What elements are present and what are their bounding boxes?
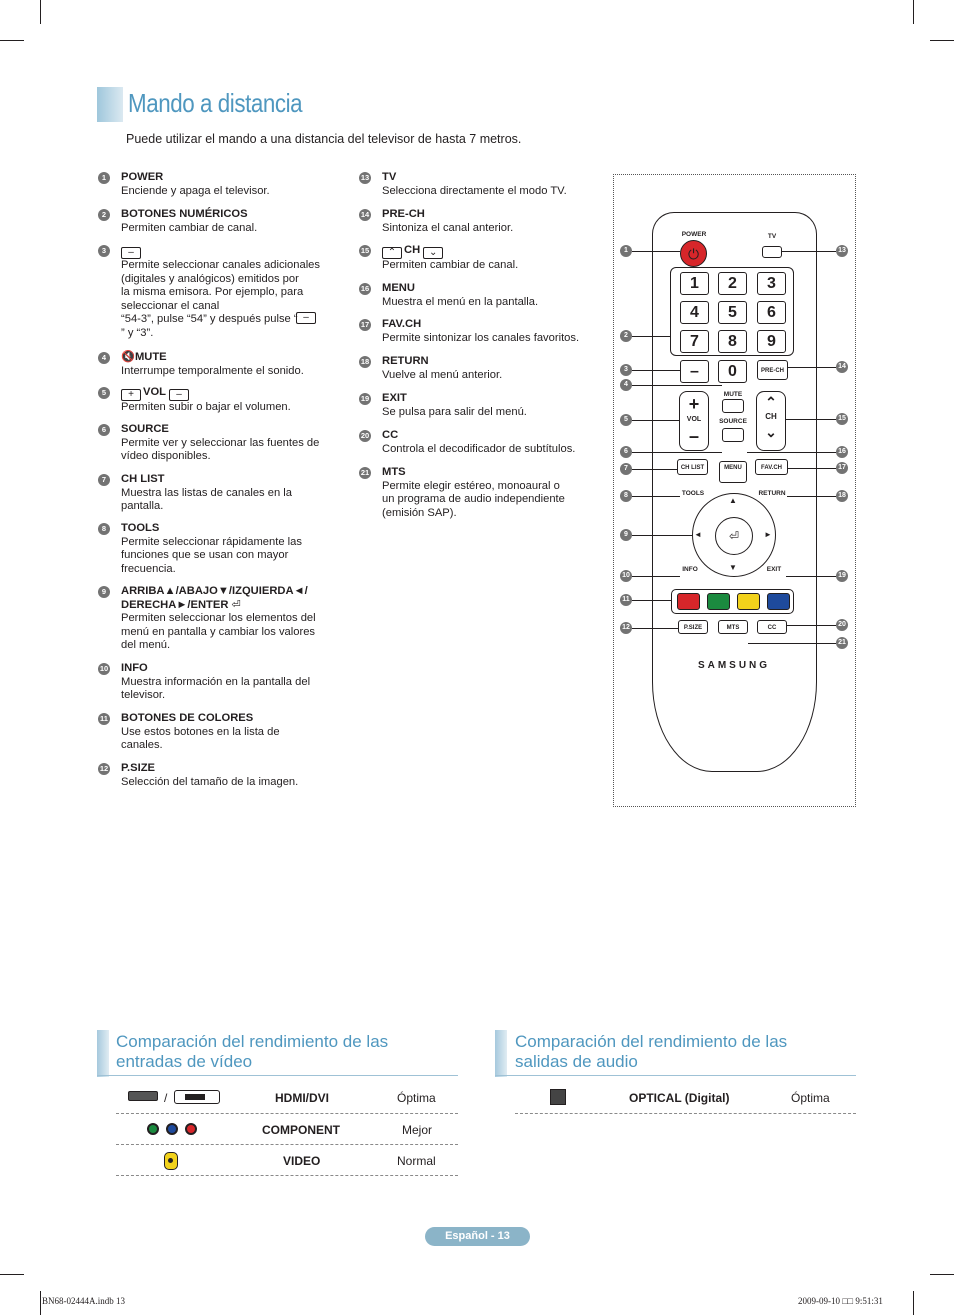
power-button[interactable] — [680, 240, 707, 267]
item-label: TV — [382, 171, 397, 183]
return-label: RETURN — [758, 490, 786, 497]
callout-number: 2 — [620, 330, 632, 342]
item-description: Permite seleccionar rápidamente las — [121, 535, 302, 548]
item-description: Permiten cambiar de canal. — [121, 221, 258, 234]
item-number: 8 — [98, 523, 110, 535]
callout-line — [632, 576, 680, 577]
component-jack-icon — [166, 1123, 178, 1135]
color-button[interactable] — [707, 593, 730, 610]
table-row — [515, 1083, 856, 1114]
callout-line — [782, 251, 836, 252]
cc-button[interactable]: CC — [757, 620, 787, 634]
item-number: 6 — [98, 424, 110, 436]
crop-mark — [930, 40, 954, 41]
brand-logo: SAMSUNG — [697, 660, 771, 671]
item-number: 9 — [98, 586, 110, 598]
item-number: 14 — [360, 210, 370, 219]
file-slug: BN68-02444A.indb 13 — [42, 1296, 125, 1306]
item-label-line — [121, 599, 316, 613]
item-number: 10 — [99, 664, 109, 673]
crop-mark — [40, 0, 41, 24]
video-section-title-line: Comparación del rendimiento de las — [116, 1032, 389, 1051]
digit-button[interactable]: 9 — [757, 330, 786, 353]
item-label: CC — [382, 429, 399, 441]
audio-section-rule — [495, 1075, 856, 1076]
item-description: funciones que se usan con mayor — [121, 549, 289, 562]
crop-mark — [930, 1274, 954, 1275]
callout-number: 12 — [620, 622, 632, 634]
callout-line — [632, 336, 670, 337]
item-number: 19 — [360, 394, 370, 403]
item-label-line — [382, 244, 518, 259]
row-name: HDMI/DVI — [275, 1091, 329, 1105]
title-accent-bar — [97, 87, 123, 122]
mute-icon: 🔇 — [121, 351, 135, 363]
callout-number: 3 — [620, 364, 632, 376]
digit-button[interactable]: 3 — [757, 272, 786, 295]
item-label: INFO — [121, 662, 148, 674]
digit-button[interactable]: 7 — [680, 330, 709, 353]
item-label: DERECHA►/ENTER — [121, 598, 229, 611]
chlist-button[interactable]: CH LIST — [677, 459, 708, 475]
callout-number: 7 — [620, 463, 632, 475]
ch-down-icon: ⌄ — [423, 247, 443, 259]
callout-line — [747, 452, 836, 453]
item-description: canales. — [121, 739, 163, 752]
row-slash: / — [164, 1091, 168, 1105]
item-number: 20 — [360, 431, 370, 440]
item-description: Interrumpe temporalmente el sonido. — [121, 364, 304, 377]
item-description: Permiten seleccionar los elementos del — [121, 612, 316, 625]
info-label: INFO — [682, 566, 698, 573]
item-body — [382, 171, 567, 198]
enter-button[interactable]: ⏎ — [715, 517, 753, 555]
item-description: (digitales y analógicos) emitidos por — [121, 272, 299, 285]
color-button[interactable] — [767, 593, 790, 610]
item-description: Permite seleccionar canales adicionales — [121, 259, 320, 271]
digit-button[interactable]: 8 — [718, 330, 747, 353]
crop-mark — [913, 0, 914, 24]
callout-number: 9 — [620, 529, 632, 541]
item-label-line — [121, 762, 298, 776]
vol-down-icon: – — [169, 389, 189, 401]
callout-line — [748, 643, 836, 644]
digit-button[interactable]: 4 — [680, 301, 709, 324]
item-label: SOURCE — [121, 423, 169, 435]
item-description: Enciende y apaga el televisor. — [121, 184, 270, 197]
prech-button[interactable]: PRE-CH — [757, 360, 788, 380]
item-description: un programa de audio independiente — [382, 493, 565, 506]
item-number: 4 — [98, 352, 110, 364]
item-body — [382, 244, 518, 273]
callout-number: 4 — [620, 379, 632, 391]
source-button[interactable] — [722, 428, 744, 442]
source-label: SOURCE — [719, 418, 747, 425]
power-icon: ⏻ — [687, 246, 700, 262]
dash-key-icon: – — [121, 247, 141, 259]
item-number: 13 — [360, 173, 370, 182]
psize-button[interactable]: P.SIZE — [678, 620, 708, 634]
item-description: Permiten subir o bajar el volumen. — [121, 401, 291, 413]
channel-rocker[interactable] — [756, 391, 786, 451]
callout-number: 20 — [836, 619, 848, 631]
row-value: Mejor — [402, 1123, 433, 1137]
vol-label: VOL — [686, 416, 702, 423]
arrow-icon[interactable]: ◄ — [694, 530, 702, 539]
plus-icon: + — [688, 394, 700, 414]
video-section-bar — [97, 1030, 109, 1077]
table-row — [116, 1114, 458, 1145]
item-label: ARRIBA▲/ABAJO▼/IZQUIERDA◄/ — [121, 585, 308, 597]
ch-label: CH — [765, 412, 777, 421]
item-label-line — [382, 355, 502, 369]
audio-section-bar — [495, 1030, 507, 1077]
digit-button[interactable]: 6 — [757, 301, 786, 324]
audio-section-title-line: salidas de audio — [515, 1052, 638, 1071]
item-label: BOTONES NUMÉRICOS — [121, 208, 248, 220]
item-label-line — [121, 522, 302, 536]
item-description: Muestra el menú en la pantalla. — [382, 295, 539, 308]
callout-number: 17 — [836, 462, 848, 474]
crop-mark — [0, 40, 24, 41]
item-number: 1 — [98, 172, 110, 184]
item-body — [382, 429, 575, 456]
row-value: Óptima — [397, 1091, 436, 1105]
crop-mark — [0, 1274, 24, 1275]
menu-button[interactable]: MENU — [719, 461, 747, 483]
item-label: MUTE — [134, 351, 167, 363]
date-slug: 2009-09-10 □□ 9:51:31 — [798, 1296, 883, 1306]
video-section-rule — [97, 1075, 458, 1076]
item-description: televisor. — [121, 689, 166, 702]
callout-number: 13 — [836, 245, 848, 257]
item-number: 5 — [98, 387, 110, 399]
item-label-line — [121, 244, 320, 259]
item-body — [382, 392, 527, 419]
row-name: COMPONENT — [262, 1123, 340, 1137]
item-number: 17 — [360, 320, 370, 329]
intro-text: Puede utilizar el mando a una distancia del televisor de hasta 7 metros. — [126, 132, 522, 146]
callout-line — [632, 600, 671, 601]
callout-line — [632, 628, 678, 629]
item-body — [382, 282, 538, 309]
power-label: POWER — [681, 231, 707, 238]
item-description: menú en pantalla y cambiar los valores — [121, 625, 316, 638]
optical-port-icon — [550, 1089, 566, 1105]
video-jack-icon — [164, 1152, 178, 1170]
item-description: del menú. — [121, 639, 171, 652]
callout-number: 11 — [620, 594, 632, 606]
item-description: pantalla. — [121, 500, 164, 513]
callout-line — [787, 496, 836, 497]
tv-label: TV — [767, 233, 777, 240]
dvi-port-icon — [174, 1090, 220, 1104]
item-description: Sintoniza el canal anterior. — [382, 221, 514, 234]
item-body — [121, 712, 280, 753]
item-label: TOOLS — [121, 522, 160, 534]
item-description: Permite ver y seleccionar las fuentes de — [121, 436, 320, 449]
callout-number: 6 — [620, 446, 632, 458]
table-row — [116, 1083, 458, 1114]
callout-line — [632, 370, 680, 371]
item-number: 21 — [360, 468, 370, 477]
item-body — [382, 355, 502, 382]
item-body — [121, 171, 270, 198]
video-section-title-line: entradas de vídeo — [116, 1052, 253, 1071]
item-description: frecuencia. — [121, 562, 176, 575]
page-title: Mando a distancia — [128, 88, 303, 118]
item-description: (emisión SAP). — [382, 506, 457, 519]
item-description: Muestra las listas de canales en la — [121, 486, 293, 499]
callout-line — [788, 367, 836, 368]
item-body — [121, 662, 310, 703]
callout-number: 21 — [836, 637, 848, 649]
item-label: CH — [404, 244, 421, 256]
digit-button[interactable]: 1 — [680, 272, 709, 295]
item-body — [121, 473, 292, 514]
callout-line — [786, 419, 836, 420]
item-label: MTS — [382, 466, 406, 478]
callout-number: 15 — [836, 413, 848, 425]
arrow-icon[interactable]: ▼ — [729, 563, 737, 572]
audio-section-title — [515, 1032, 855, 1072]
row-name: OPTICAL (Digital) — [629, 1091, 730, 1105]
item-label: RETURN — [382, 355, 429, 367]
item-label-line — [121, 473, 292, 487]
item-description: Selección del tamaño de la imagen. — [121, 775, 299, 788]
item-label: MENU — [382, 282, 415, 294]
callout-line — [786, 576, 836, 577]
digit-button[interactable]: 5 — [718, 301, 747, 324]
callout-line — [632, 535, 692, 536]
callout-number: 14 — [836, 361, 848, 373]
item-label: CH LIST — [121, 473, 165, 485]
item-label-line — [382, 318, 579, 332]
callout-line — [788, 468, 836, 469]
tv-button[interactable] — [762, 246, 782, 258]
item-number: 7 — [98, 474, 110, 486]
item-number: 11 — [98, 713, 110, 725]
callout-number: 16 — [836, 446, 848, 458]
item-label-line — [382, 282, 538, 296]
item-description: Muestra información en la pantalla del — [121, 675, 311, 688]
callout-number: 1 — [620, 245, 632, 257]
vol-up-icon: + — [121, 389, 141, 401]
crop-mark — [913, 1291, 914, 1315]
item-label-line — [121, 351, 304, 365]
item-body — [121, 423, 319, 464]
item-number: 15 — [360, 246, 370, 255]
item-body — [121, 522, 302, 576]
row-value: Óptima — [791, 1091, 830, 1105]
item-body — [121, 585, 316, 653]
callout-line — [632, 469, 677, 470]
item-label-line — [121, 171, 270, 185]
arrow-icon[interactable]: ▲ — [729, 496, 737, 505]
item-description: Selecciona directamente el modo TV. — [382, 184, 567, 197]
item-description: Use estos botones en la lista de — [121, 725, 280, 738]
item-label: PRE-CH — [382, 208, 425, 220]
item-label-line — [382, 171, 567, 185]
mute-label: MUTE — [723, 391, 743, 398]
callout-number: 10 — [620, 570, 632, 582]
digit-button[interactable]: 0 — [718, 360, 747, 383]
item-label: VOL — [143, 386, 166, 398]
callout-line — [632, 385, 722, 386]
item-label-line — [121, 712, 280, 726]
video-section-title — [116, 1032, 456, 1072]
item-body — [121, 244, 320, 341]
item-body — [121, 762, 298, 789]
arrow-icon[interactable]: ► — [764, 530, 772, 539]
item-body — [121, 386, 291, 415]
chevron-down-icon: ⌄ — [765, 424, 777, 440]
dash-key-icon: – — [296, 312, 316, 324]
item-description: Controla el decodificador de subtítulos. — [382, 442, 576, 455]
callout-number: 18 — [836, 490, 848, 502]
item-label-line — [382, 466, 565, 480]
callout-line — [632, 496, 680, 497]
item-label-line — [121, 423, 319, 437]
audio-section-title-line: Comparación del rendimiento de las — [515, 1032, 788, 1051]
item-number: 2 — [98, 209, 110, 221]
item-label: EXIT — [382, 392, 407, 404]
mts-button[interactable]: MTS — [718, 620, 748, 634]
color-button[interactable] — [677, 593, 700, 610]
item-label-line — [121, 585, 316, 599]
item-description: Permite elegir estéreo, monoaural o — [382, 479, 560, 492]
item-description: Permiten cambiar de canal. — [382, 259, 519, 271]
item-label-line — [382, 429, 575, 443]
item-label: FAV.CH — [382, 318, 422, 330]
item-label: POWER — [121, 171, 164, 183]
chevron-up-icon: ⌃ — [765, 394, 777, 410]
item-description: vídeo disponibles. — [121, 450, 211, 463]
item-label-line — [121, 386, 291, 401]
item-label-line — [382, 208, 513, 222]
item-body — [382, 318, 579, 345]
item-description: seleccionar el canal — [121, 299, 220, 312]
minus-icon: – — [688, 426, 699, 446]
component-jack-icon — [147, 1123, 159, 1135]
item-body — [121, 351, 304, 378]
volume-rocker[interactable] — [679, 391, 709, 451]
page-number: Español - 13 — [425, 1227, 530, 1246]
item-number: 12 — [99, 764, 109, 773]
item-number: 18 — [360, 357, 370, 366]
item-label: P.SIZE — [121, 762, 155, 774]
hdmi-port-icon — [128, 1091, 158, 1101]
tools-label: TOOLS — [681, 490, 705, 497]
item-description: la misma emisora. Por ejemplo, para — [121, 286, 304, 299]
exit-label: EXIT — [766, 566, 782, 573]
item-label-line — [121, 208, 257, 222]
callout-line — [787, 625, 836, 626]
callout-number: 19 — [836, 570, 848, 582]
dash-button[interactable]: – — [680, 360, 709, 383]
callout-line — [632, 452, 722, 453]
item-body — [121, 208, 257, 235]
item-number: 16 — [360, 284, 370, 293]
item-description: “54-3”, pulse “54” y después pulse “ — [121, 313, 298, 326]
component-jack-icon — [185, 1123, 197, 1135]
crop-mark — [40, 1291, 41, 1315]
item-label: BOTONES DE COLORES — [121, 712, 254, 724]
callout-number: 5 — [620, 414, 632, 426]
row-value: Normal — [397, 1154, 436, 1168]
item-label-line — [382, 392, 527, 406]
enter-icon: ⏎ — [228, 598, 241, 611]
table-row — [116, 1145, 458, 1176]
item-body — [382, 466, 565, 520]
callout-line — [632, 251, 680, 252]
item-body — [382, 208, 513, 235]
row-name: VIDEO — [283, 1154, 321, 1168]
digit-button[interactable]: 2 — [718, 272, 747, 295]
item-description: Vuelve al menú anterior. — [382, 368, 503, 381]
callout-number: 8 — [620, 490, 632, 502]
item-description: Permite sintonizar los canales favoritos. — [382, 331, 580, 344]
ch-up-icon: ⌃ — [382, 247, 402, 259]
color-button[interactable] — [737, 593, 760, 610]
callout-line — [632, 420, 679, 421]
item-description: ” y “3”. — [121, 326, 154, 339]
item-label-line — [121, 662, 310, 676]
favch-button[interactable]: FAV.CH — [755, 459, 788, 475]
item-number: 3 — [98, 245, 110, 257]
mute-button[interactable] — [722, 399, 744, 413]
item-description: Se pulsa para salir del menú. — [382, 405, 527, 418]
